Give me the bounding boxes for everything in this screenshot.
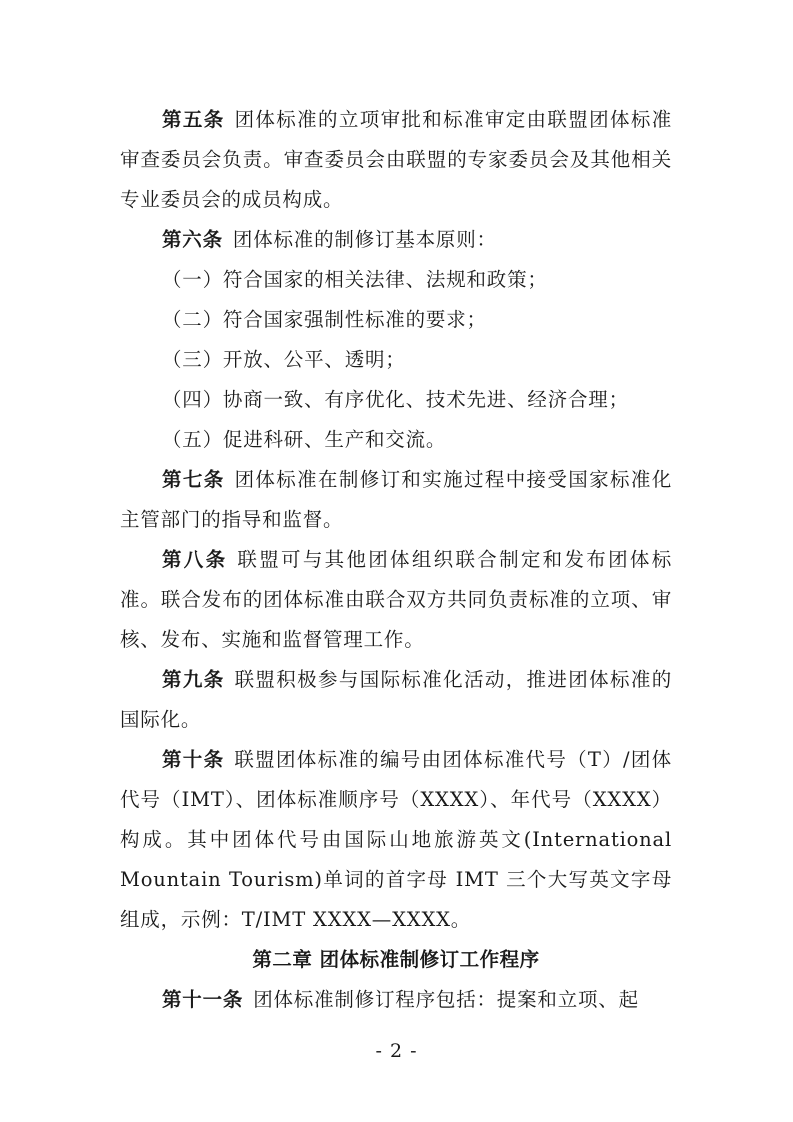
article-10 (120, 740, 672, 940)
article-7-text: 团体标准在制修订和实施过程中接受国家标准化主管部门的指导和监督。 (120, 468, 672, 531)
article-8-head: 第八条 (162, 548, 228, 571)
document-body (120, 100, 672, 1020)
article-10-head: 第十条 (162, 748, 225, 771)
article-11-text: 团体标准制修订程序包括：提案和立项、起 (253, 988, 639, 1011)
article-6-item-1: （一）符合国家的相关法律、法规和政策； (162, 268, 548, 291)
article-6-item-4: （四）协商一致、有序优化、技术先进、经济合理； (162, 388, 629, 411)
page-number: - 2 - (375, 1040, 418, 1062)
article-8 (120, 540, 672, 660)
chapter-2-title: 第二章 团体标准制修订工作程序 (252, 948, 540, 971)
article-5-head: 第五条 (162, 108, 225, 131)
article-5 (120, 100, 672, 220)
article-6-text: 团体标准的制修订基本原则： (232, 228, 497, 251)
article-9-text: 联盟积极参与国际标准化活动，推进团体标准的国际化。 (120, 668, 672, 731)
article-7-head: 第七条 (162, 468, 225, 491)
article-11-head: 第十一条 (162, 988, 244, 1011)
article-9-head: 第九条 (162, 668, 225, 691)
article-11 (120, 980, 672, 1020)
article-6-item-2: （二）符合国家强制性标准的要求； (162, 308, 487, 331)
article-6-head: 第六条 (162, 228, 223, 251)
article-6-item-3: （三）开放、公平、透明； (162, 348, 406, 371)
article-7 (120, 460, 672, 540)
article-6 (120, 220, 672, 260)
article-10-text: 联盟团体标准的编号由团体标准代号（T）/团体代号（IMT）、团体标准顺序号（XXXX）、年代号（XXXX）构成。其中团体代号由国际山地旅游英文(International Mountain Tourism)单词的首字母 IMT 三个大写英文字母组成，示例：T/IMT XXXX—XXXX。 (120, 748, 672, 931)
article-9 (120, 660, 672, 740)
article-8-text: 联盟可与其他团体组织联合制定和发布团体标准。联合发布的团体标准由联合双方共同负责标准的立项、审核、发布、实施和监督管理工作。 (120, 548, 672, 651)
article-5-text: 团体标准的立项审批和标准审定由联盟团体标准审查委员会负责。审查委员会由联盟的专家委员会及其他相关专业委员会的成员构成。 (120, 108, 672, 211)
article-6-item-5: （五）促进科研、生产和交流。 (162, 428, 447, 451)
